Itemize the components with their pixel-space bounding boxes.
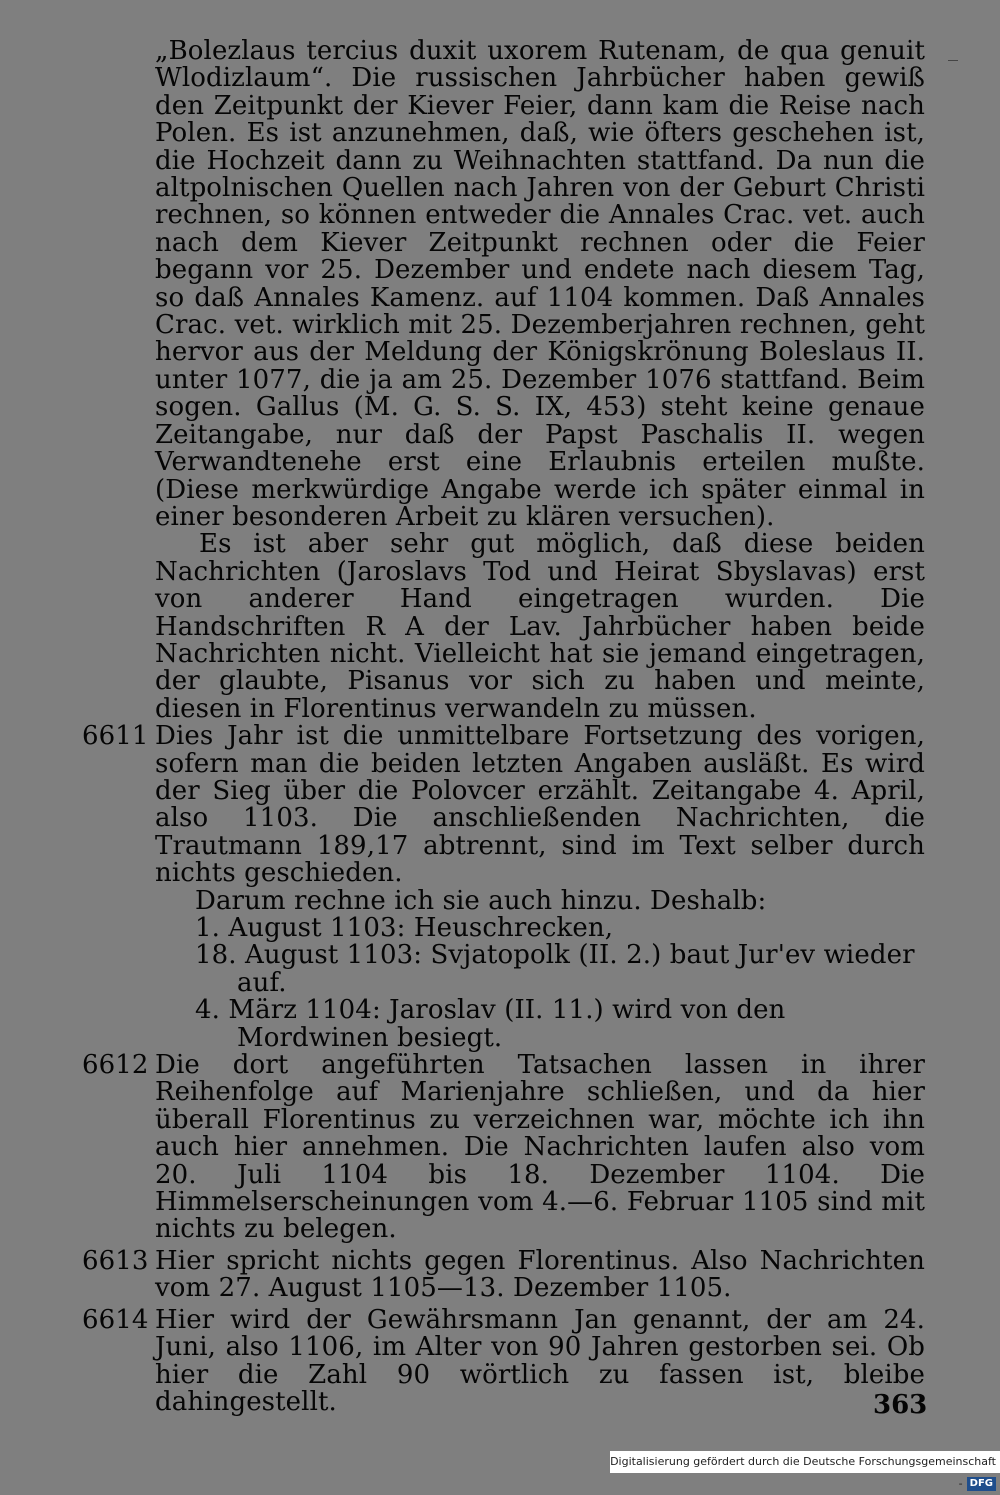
- page-number: 363: [873, 1390, 928, 1420]
- sub-intro: Darum rechne ich sie auch hinzu. Deshalb:: [195, 885, 767, 916]
- year-entry-6611: [82, 721, 925, 1053]
- entry-text: Hier wird der Gewährsmann Jan genannt, der am 24. Juni, also 1106, im Alter von 90 Jahren gestorben sei. Ob hier die Zahl 90 wörtlich zu fassen ist, bleibe dahingestellt.: [155, 1304, 925, 1417]
- year-number: 6612: [82, 1050, 149, 1081]
- dfg-logo: DFG: [967, 1477, 996, 1491]
- year-number: 6613: [82, 1245, 149, 1276]
- entry-text: Dies Jahr ist die unmittelbare Fortsetzung des vorigen, sofern man die beiden letzten Angaben ausläßt. Es wird der Sieg über die Polovcer erzählt. Zeitangabe 4. April, also 1103. Die anschließenden Nachrichten, die Trautmann 189,17 abtrennt, sind im Text selber durch nichts geschieden.: [155, 721, 925, 889]
- paragraph-continuation: „Bolezlaus tercius duxit uxorem Rutenam, de qua genuit Wlodizlaum“. Die russischen Jahrbücher haben gewiß den Zeitpunkt der Kiever Feier, dann kam die Reise nach Polen. Es ist anzunehmen, daß, wie öfters geschehen ist, die Hochzeit dann zu Weihnachten stattfand. Da nun die altpolnischen Quellen nach Jahren von der Geburt Christi rechnen, so können entweder die Annales Crac. vet. auch nach dem Kiever Zeitpunkt rechnen oder die Feier begann vor 25. Dezember und endete nach diesem Tag, so daß Annales Kamenz. auf 1104 kommen. Daß Annales Crac. vet. wirklich mit 25. Dezemberjahren rechnen, geht hervor aus der Meldung der Königskrönung Boleslaus II. unter 1077, die ja am 25. Dezember 1076 stattfand. Beim sogen. Gallus (M. G. S. S. IX, 453) steht keine genaue Zeitangabe, nur daß der Papst Paschalis II. wegen Verwandtenehe erst eine Erlaubnis erteilen mußte. (Diese merkwürdige Angabe werde ich später einmal in einer besonderen Arbeit zu klären versuchen).: [155, 36, 925, 532]
- paragraph: Es ist aber sehr gut möglich, daß diese beiden Nachrichten (Jaroslavs Tod und Heirat Sbyslavas) erst von anderer Hand eingetragen wurden. Die Handschriften R A der Lav. Jahrbücher haben beide Nachrichten nicht. Vielleicht hat sie jemand eingetragen, der glaubte, Pisanus vor sich zu haben und meinte, diesen in Florentinus verwandeln zu müssen.: [155, 529, 925, 724]
- event-list: [155, 915, 925, 1052]
- entry-text: Hier spricht nichts gegen Florentinus. Also Nachrichten vom 27. August 1105—13. Dezember 1105.: [155, 1245, 925, 1304]
- body-text: [82, 36, 925, 1417]
- list-item: 4. März 1104: Jaroslav (II. 11.) wird von den Mordwinen besiegt.: [195, 995, 786, 1053]
- year-number: 6611: [82, 721, 149, 752]
- digitization-footer: [610, 1451, 1000, 1490]
- entry-text: Die dort angeführten Tatsachen lassen in ihrer Reihenfolge auf Marienjahre schließen, und da hier überall Florentinus zu verzeichnen war, möchte ich ihn auch hier annehmen. Die Nachrichten laufen also vom 20. Juli 1104 bis 18. Dezember 1104. Die Himmelserscheinungen vom 4.—6. Februar 1105 sind mit nichts zu belegen.: [155, 1050, 925, 1245]
- year-entry-6612: [82, 1050, 925, 1245]
- margin-mark: [948, 60, 958, 61]
- footer-text: Digitalisierung gefördert durch die Deutsche Forschungsgemeinschaft -: [610, 1455, 996, 1490]
- year-entry-6613: [82, 1245, 925, 1304]
- year-entry-6614: [82, 1304, 925, 1417]
- year-number: 6614: [82, 1304, 149, 1335]
- list-item: 1. August 1103: Heuschrecken,: [195, 913, 614, 943]
- list-item: 18. August 1103: Svjatopolk (II. 2.) baut Jur'ev wieder auf.: [195, 940, 915, 998]
